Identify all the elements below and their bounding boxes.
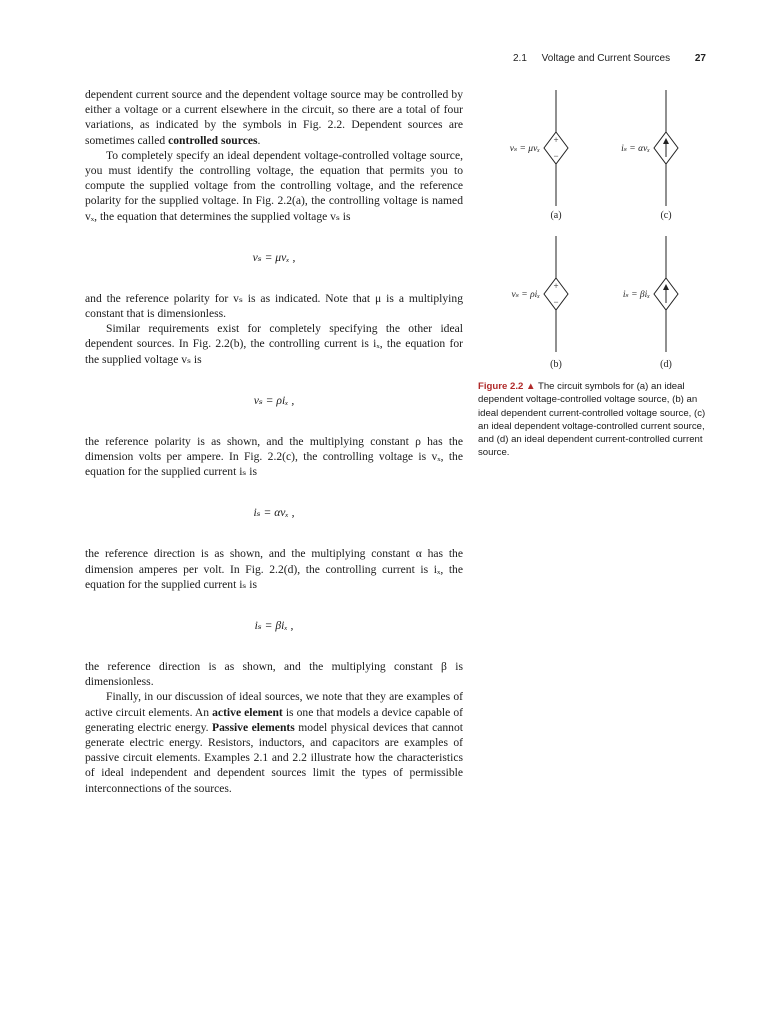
running-header [513,53,706,64]
symbol-d-cccs [654,236,678,352]
term-controlled-sources: controlled sources [168,133,258,147]
equation-label-c: iₛ = αvₓ [621,144,650,154]
figure-2-2 [478,84,718,374]
equation-4: iₛ = βiₓ , [254,619,294,633]
caption-label: Figure 2.2 ▲ [478,381,536,392]
section-title: Voltage and Current Sources [541,53,671,64]
figure-caption [478,380,712,460]
paragraph-1: dependent current source and the dependent voltage source may be controlled by either a voltage or a current elsewhere in the circuit, so there are a total of four variations, as indicated by the symbols in Fig. 2.2. Dependent sources are sometimes called controlled sources. [85,88,463,147]
equation-label-b: vₛ = ρiₓ [511,290,540,300]
paragraph-2: To completely specify an ideal dependent voltage-controlled voltage source, you must identify the controlling voltage, the equation that permits you to compute the supplied voltage from the controlling voltage, and the reference polarity for the supplied voltage. In Fig. 2.2(a), the controlling voltage is named vₓ, the equation that determines the supplied voltage vₛ is [85,148,463,223]
equation-label-a: vₛ = μvₓ [509,144,540,154]
term-passive-elements: Passive elements [212,720,295,734]
equation-1: vₛ = μvₓ , [252,250,296,264]
minus-sign-b: − [553,297,559,307]
equation-3: iₛ = αvₓ , [253,506,295,520]
paragraph-5: the reference polarity is as shown, and the multiplying constant ρ has the dimension volts per ampere. In Fig. 2.2(c), the controlling voltage is vₓ, the equation for the supplied current iₛ is [85,434,463,479]
equation-2: vₛ = ρiₓ , [253,393,295,407]
plus-sign-b: + [553,281,559,291]
symbol-c-vccs [654,90,678,206]
sublabel-c: (c) [660,210,672,221]
symbol-b-ccvs [544,236,568,352]
section-number: 2.1 [512,53,527,64]
main-text-column [85,87,463,796]
symbol-a-vcvs [544,90,568,206]
paragraph-7: the reference direction is as shown, and the multiplying constant β is dimensionless. [85,660,463,689]
plus-sign-a: + [553,135,559,145]
paragraph-6: the reference direction is as shown, and the multiplying constant α has the dimension amperes per volt. In Fig. 2.2(d), the controlling current is iₓ, the equation for the supplied current iₛ is [85,547,463,591]
paragraph-3: and the reference polarity for vₛ is as indicated. Note that μ is a multiplying constant that is dimensionless. [85,291,463,321]
caption-text: The circuit symbols for (a) an ideal dependent voltage-controlled voltage source, (b) an ideal dependent current-controlled voltage source, (c) an ideal dependent voltage-controlled current source, and (d) an ideal dependent current-controlled current source. [478,381,706,459]
minus-sign-a: − [553,151,559,161]
sublabel-d: (d) [660,359,672,370]
term-active-element: active element [212,705,283,719]
paragraph-8: Finally, in our discussion of ideal sources, we note that they are examples of active circuit elements. An active element is one that models a device capable of generating electric energy. Passive elements model physical devices that cannot generate electric energy. Resistors, inductors, and capacitors are examples of passive circuit elements. Examples 2.1 and 2.2 illustrate how the characteristics of ideal independent and dependent sources limit the types of permissible interconnections of the sources. [85,690,463,795]
sublabel-b: (b) [550,359,562,370]
page-number: 27 [694,53,706,64]
paragraph-4: Similar requirements exist for completely specifying the other ideal dependent sources. In Fig. 2.2(b), the controlling current is iₓ, the equation for the supplied voltage vₛ is [85,322,463,366]
equation-label-d: iₛ = βiₓ [622,290,650,300]
circuit-symbols-diagram [478,84,718,374]
sublabel-a: (a) [550,210,562,221]
